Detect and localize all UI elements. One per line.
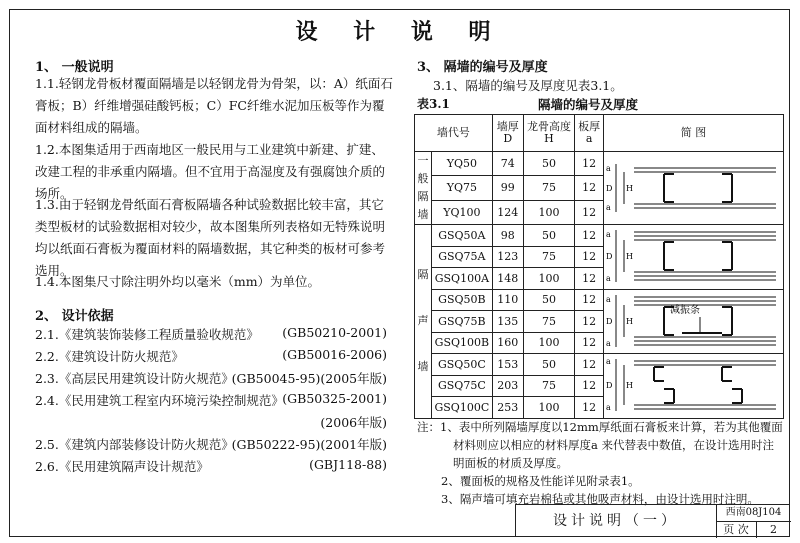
header-board-symbol: a (585, 132, 593, 145)
svg-text:a: a (606, 357, 611, 367)
paragraph-3-1: 3.1、隔墙的编号及厚度见表3.1。 (433, 78, 623, 93)
svg-text:H: H (626, 316, 633, 326)
header-board-thickness (575, 115, 604, 152)
section-2-heading: 2、 设计依据 (35, 309, 114, 324)
group-ordinary-walls (415, 152, 432, 225)
diagram-sound-c (604, 354, 784, 419)
cell-height: 50 (523, 152, 575, 176)
diagram-sound-a (604, 225, 784, 290)
svg-text:a: a (606, 230, 611, 240)
table-title: 隔墙的编号及厚度 (538, 97, 639, 112)
paragraph-1-3: 1.3.由于轻钢龙骨纸面石膏板隔墙各种试验数据比较丰富，其它类型板材的试验数据相对较少，故本图集所列表格如无特殊说明均以纸面石膏板为覆面材料的隔墙数据，其它种类的板材可参考选用。 (35, 197, 386, 278)
svg-text:D: D (606, 316, 613, 326)
cell-height: 50 (523, 225, 575, 247)
section-3-heading: 3、 隔墙的编号及厚度 (417, 60, 548, 75)
cell-board: 12 (575, 311, 604, 333)
cell-thickness: 148 (492, 268, 523, 290)
svg-text:a: a (606, 274, 611, 284)
svg-text:a: a (606, 294, 611, 304)
group-sound-label: 隔声墙 (417, 268, 429, 374)
ref-name: 2.3.《高层民用建筑设计防火规范》 (35, 371, 234, 386)
cell-thickness: 203 (492, 375, 523, 397)
cell-code: GSQ100A (431, 268, 492, 290)
paragraph-1-4: 1.4.本图集尺寸除注明外均以毫米（mm）为单位。 (35, 274, 321, 289)
cell-code: GSQ50C (431, 354, 492, 376)
ref-code: (GBJ118-88) (309, 457, 387, 472)
cell-code: GSQ100B (431, 332, 492, 354)
damping-strip-label: 减振条 (670, 304, 700, 316)
note-line: 2、覆面板的规格及性能详见附录表1。 (441, 474, 640, 488)
diagram-ordinary (604, 152, 784, 225)
cell-height: 75 (523, 246, 575, 268)
wall-section-diagram (604, 226, 782, 287)
cell-thickness: 74 (492, 152, 523, 176)
cell-code: GSQ75C (431, 375, 492, 397)
note-line: 3、隔声墙可填充岩棉毡或其他吸声材料，由设计选用时注明。 (441, 492, 759, 506)
cell-height: 50 (523, 354, 575, 376)
cell-code: GSQ75A (431, 246, 492, 268)
cell-thickness: 253 (492, 397, 523, 419)
svg-text:D: D (606, 252, 613, 262)
note-line: 材料则应以相应的材料厚度a 来代替表中数值，在设计选用时注 (453, 438, 775, 452)
cell-code: GSQ50B (431, 289, 492, 311)
cell-thickness: 153 (492, 354, 523, 376)
table-notes (417, 418, 783, 508)
header-stud-height (523, 115, 575, 152)
svg-text:a: a (606, 403, 611, 413)
svg-text:H: H (626, 381, 633, 391)
header-stud-height-symbol: H (544, 132, 554, 145)
cell-board: 12 (575, 375, 604, 397)
title-block (515, 504, 790, 537)
table-row (415, 354, 784, 376)
cell-board: 12 (575, 246, 604, 268)
cell-code: GSQ50A (431, 225, 492, 247)
svg-text:a: a (606, 163, 611, 173)
note-line: 明面板的材质及厚度。 (453, 456, 568, 470)
page-title: 设 计 说 明 (295, 19, 505, 45)
cell-thickness: 99 (492, 176, 523, 200)
page-label: 页 次 (716, 521, 757, 538)
atlas-code: 西南08J104 (716, 505, 791, 522)
note-line: 注：1、表中所列隔墙厚度以12mm厚纸面石膏板来计算，若为其他覆面 (417, 420, 783, 434)
page-number: 2 (770, 523, 777, 536)
header-thickness-symbol: D (503, 132, 513, 145)
ref-code: (2006年版) (320, 415, 387, 430)
cell-height: 75 (523, 375, 575, 397)
cell-board: 12 (575, 354, 604, 376)
cell-thickness: 135 (492, 311, 523, 333)
ref-code: (GB50325-2001) (282, 391, 387, 406)
svg-text:a: a (606, 202, 611, 212)
ref-name: 2.5.《建筑内部装修设计防火规范》 (35, 437, 234, 452)
cell-board: 12 (575, 268, 604, 290)
ref-code: (GB50222-95)(2001年版) (231, 437, 387, 452)
ref-name: 2.4.《民用建筑工程室内环境污染控制规范》 (35, 393, 284, 408)
cell-height: 75 (523, 311, 575, 333)
cell-height: 100 (523, 268, 575, 290)
cell-board: 12 (575, 200, 604, 224)
cell-height: 50 (523, 289, 575, 311)
cell-height: 100 (523, 200, 575, 224)
section-1-heading: 1、 一般说明 (35, 60, 114, 75)
cell-code: YQ100 (431, 200, 492, 224)
header-thickness (492, 115, 523, 152)
ref-name: 2.2.《建筑设计防火规范》 (35, 349, 184, 364)
svg-text:D: D (606, 183, 613, 193)
group-sound-walls (415, 225, 432, 419)
cell-height: 75 (523, 176, 575, 200)
cell-code: YQ75 (431, 176, 492, 200)
diagram-sound-b (604, 289, 784, 354)
cell-thickness: 98 (492, 225, 523, 247)
cell-board: 12 (575, 225, 604, 247)
cell-board: 12 (575, 176, 604, 200)
cell-code: GSQ100C (431, 397, 492, 419)
wall-table (414, 114, 784, 419)
cell-thickness: 110 (492, 289, 523, 311)
cell-code: YQ50 (431, 152, 492, 176)
paragraph-1-2: 1.2.本图集适用于西南地区一般民用与工业建筑中新建、扩建、改建工程的非承重内隔墙。但不宜用于高湿度及有强腐蚀介质的场所。 (35, 142, 386, 201)
wall-section-diagram (604, 291, 782, 352)
svg-text:H: H (626, 183, 633, 193)
header-thickness-label: 墙厚 (496, 120, 519, 133)
cell-board: 12 (575, 332, 604, 354)
table-label: 表3.1 (417, 97, 450, 111)
cell-board: 12 (575, 289, 604, 311)
cell-code: GSQ75B (431, 311, 492, 333)
svg-text:a: a (606, 338, 611, 348)
cell-board: 12 (575, 152, 604, 176)
ref-code: (GB50045-95)(2005年版) (231, 371, 387, 386)
wall-section-diagram (604, 158, 782, 219)
ref-code: (GB50210-2001) (282, 325, 387, 340)
cell-height: 100 (523, 397, 575, 419)
ref-name: 2.1.《建筑装饰装修工程质量验收规范》 (35, 327, 259, 342)
group-ordinary-label: 一般隔墙 (417, 154, 429, 221)
header-stud-height-label: 龙骨高度 (526, 120, 571, 133)
wall-section-diagram (604, 355, 782, 416)
table-row (415, 289, 784, 311)
ref-code: (GB50016-2006) (282, 347, 387, 362)
cell-board: 12 (575, 397, 604, 419)
svg-text:D: D (606, 381, 613, 391)
cell-thickness: 160 (492, 332, 523, 354)
svg-text:H: H (626, 252, 633, 262)
cell-thickness: 124 (492, 200, 523, 224)
header-wall-code: 墙代号 (415, 115, 493, 152)
header-diagram: 简 图 (604, 115, 784, 152)
paragraph-1-1: 1.1.轻钢龙骨板材覆面隔墙是以轻钢龙骨为骨架，以：A）纸面石膏板；B）纤维增强硅酸钙板；C）FC纤维水泥加压板等作为覆面材料组成的隔墙。 (35, 76, 393, 135)
ref-name: 2.6.《民用建筑隔声设计规范》 (35, 459, 209, 474)
cell-height: 100 (523, 332, 575, 354)
table-row (415, 152, 784, 176)
table-row (415, 225, 784, 247)
header-board-label: 板厚 (578, 120, 601, 133)
table-header-row (415, 115, 784, 152)
drawing-name: 设计说明（一） (516, 505, 717, 538)
cell-thickness: 123 (492, 246, 523, 268)
